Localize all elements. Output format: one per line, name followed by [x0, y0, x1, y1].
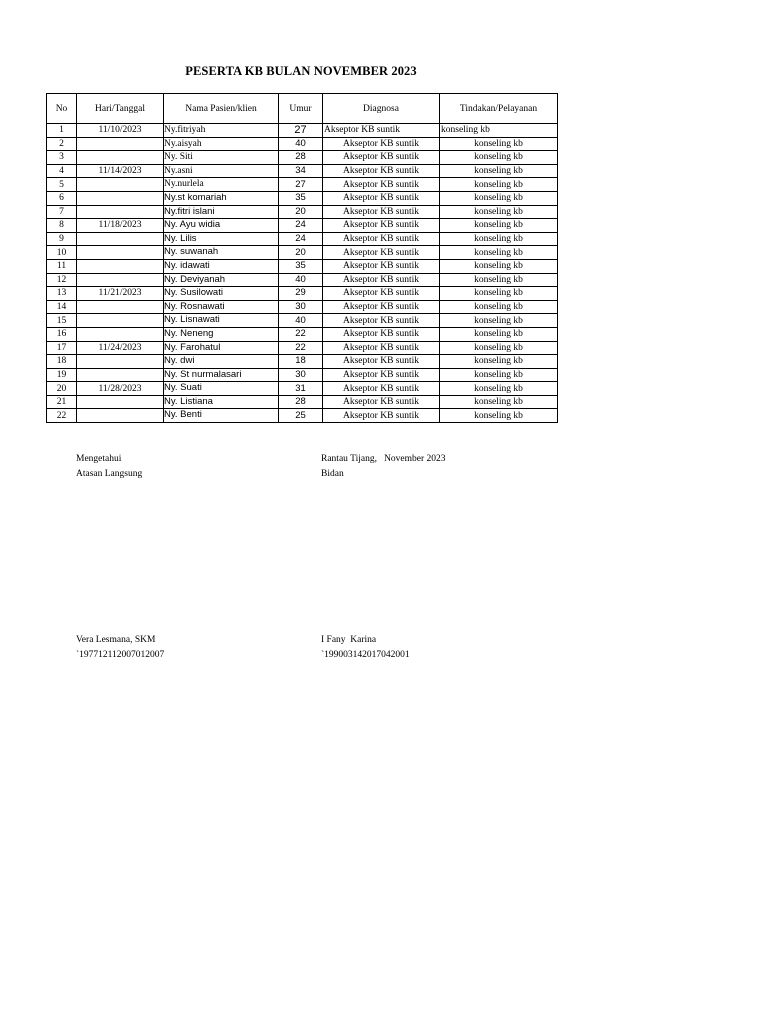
row-no: 18: [47, 355, 77, 369]
row-action: konseling kb: [440, 151, 558, 165]
row-no: 4: [47, 164, 77, 178]
row-action: konseling kb: [440, 205, 558, 219]
row-age: 24: [279, 232, 323, 246]
row-no: 2: [47, 137, 77, 151]
row-action: konseling kb: [440, 164, 558, 178]
row-date: [77, 327, 164, 341]
row-no: 1: [47, 124, 77, 138]
row-age: 20: [279, 205, 323, 219]
row-action: konseling kb: [440, 178, 558, 192]
table-row: [47, 327, 558, 341]
row-name: Ny. St nurmalasari: [164, 368, 279, 382]
row-diagnosis: Akseptor KB suntik: [323, 300, 440, 314]
row-age: 27: [279, 124, 323, 138]
table-row: [47, 124, 558, 138]
row-age: 25: [279, 409, 323, 423]
row-date: [77, 178, 164, 192]
row-name: Ny. Susilowati: [164, 287, 279, 301]
row-action: konseling kb: [440, 273, 558, 287]
table-row: [47, 355, 558, 369]
row-date: 11/14/2023: [77, 164, 164, 178]
table-row: [47, 368, 558, 382]
row-age: 30: [279, 368, 323, 382]
left-role-label: Atasan Langsung: [76, 468, 143, 479]
right-signer-name: I Fany Karina: [321, 635, 377, 645]
row-date: 11/21/2023: [77, 287, 164, 301]
row-date: [77, 273, 164, 287]
table-row: [47, 151, 558, 165]
row-name: Ny. Benti: [164, 409, 279, 423]
row-name: Ny. Ayu widia: [164, 219, 279, 233]
row-name: Ny. Farohatul: [164, 341, 279, 355]
row-age: 28: [279, 395, 323, 409]
table-row: [47, 232, 558, 246]
row-name: Ny. Rosnawati: [164, 300, 279, 314]
row-date: [77, 355, 164, 369]
row-diagnosis: Akseptor KB suntik: [323, 355, 440, 369]
table-row: [47, 395, 558, 409]
row-no: 16: [47, 327, 77, 341]
header-name: Nama Pasien/klien: [164, 94, 279, 124]
row-name: Ny.fitri islani: [164, 205, 279, 219]
row-date: [77, 300, 164, 314]
row-age: 22: [279, 341, 323, 355]
row-age: 35: [279, 259, 323, 273]
row-no: 15: [47, 314, 77, 328]
row-date: [77, 137, 164, 151]
row-date: [77, 232, 164, 246]
table-body: [47, 124, 558, 423]
row-action: konseling kb: [440, 137, 558, 151]
row-age: 34: [279, 164, 323, 178]
signature-right-header: [321, 452, 446, 481]
row-diagnosis: Akseptor KB suntik: [323, 178, 440, 192]
row-diagnosis: Akseptor KB suntik: [323, 287, 440, 301]
row-no: 3: [47, 151, 77, 165]
document-title: PESERTA KB BULAN NOVEMBER 2023: [185, 64, 417, 78]
row-diagnosis: Akseptor KB suntik: [323, 137, 440, 151]
row-no: 14: [47, 300, 77, 314]
row-no: 9: [47, 232, 77, 246]
row-age: 28: [279, 151, 323, 165]
row-date: [77, 368, 164, 382]
left-signer-name: Vera Lesmana, SKM: [76, 635, 156, 645]
row-name: Ny. Lilis: [164, 232, 279, 246]
table-row: [47, 246, 558, 260]
row-date: [77, 246, 164, 260]
row-no: 11: [47, 259, 77, 273]
table-row: [47, 273, 558, 287]
row-no: 6: [47, 191, 77, 205]
table-row: [47, 409, 558, 423]
row-age: 20: [279, 246, 323, 260]
participants-table: [46, 93, 558, 423]
row-name: Ny. idawati: [164, 259, 279, 273]
row-action: konseling kb: [440, 382, 558, 396]
row-diagnosis: Akseptor KB suntik: [323, 219, 440, 233]
row-name: Ny.st komariah: [164, 191, 279, 205]
row-date: [77, 395, 164, 409]
row-date: 11/10/2023: [77, 124, 164, 138]
table-row: [47, 219, 558, 233]
row-diagnosis: Akseptor KB suntik: [323, 191, 440, 205]
row-diagnosis: Akseptor KB suntik: [323, 409, 440, 423]
row-date: [77, 205, 164, 219]
row-no: 17: [47, 341, 77, 355]
row-diagnosis: Akseptor KB suntik: [323, 246, 440, 260]
row-action: konseling kb: [440, 259, 558, 273]
row-action: konseling kb: [440, 124, 558, 138]
table-row: [47, 191, 558, 205]
table-header-row: [47, 94, 558, 124]
signature-left-footer: [76, 633, 164, 662]
row-action: konseling kb: [440, 409, 558, 423]
row-age: 35: [279, 191, 323, 205]
table-row: [47, 178, 558, 192]
row-date: [77, 191, 164, 205]
table-row: [47, 205, 558, 219]
row-action: konseling kb: [440, 314, 558, 328]
row-action: konseling kb: [440, 219, 558, 233]
row-diagnosis: Akseptor KB suntik: [323, 314, 440, 328]
row-date: 11/28/2023: [77, 382, 164, 396]
row-diagnosis: Akseptor KB suntik: [323, 368, 440, 382]
left-signer-nip: `197712112007012007: [76, 649, 165, 660]
row-name: Ny.asni: [164, 164, 279, 178]
row-action: konseling kb: [440, 368, 558, 382]
row-age: 24: [279, 219, 323, 233]
row-age: 40: [279, 314, 323, 328]
row-diagnosis: Akseptor KB suntik: [323, 151, 440, 165]
table-row: [47, 341, 558, 355]
row-no: 5: [47, 178, 77, 192]
row-diagnosis: Akseptor KB suntik: [323, 124, 440, 138]
row-name: Ny. Suati: [164, 382, 279, 396]
row-action: konseling kb: [440, 232, 558, 246]
row-date: [77, 314, 164, 328]
signature-left-header: [76, 452, 142, 481]
row-date: 11/24/2023: [77, 341, 164, 355]
header-age: Umur: [279, 94, 323, 124]
row-action: konseling kb: [440, 327, 558, 341]
row-diagnosis: Akseptor KB suntik: [323, 395, 440, 409]
header-date: Hari/Tanggal: [77, 94, 164, 124]
table-row: [47, 259, 558, 273]
row-action: konseling kb: [440, 395, 558, 409]
row-name: Ny.fitriyah: [164, 124, 279, 138]
row-name: Ny. Neneng: [164, 327, 279, 341]
row-diagnosis: Akseptor KB suntik: [323, 273, 440, 287]
row-action: konseling kb: [440, 191, 558, 205]
row-no: 21: [47, 395, 77, 409]
row-name: Ny.nurlela: [164, 178, 279, 192]
row-no: 7: [47, 205, 77, 219]
row-age: 40: [279, 137, 323, 151]
table-row: [47, 382, 558, 396]
signature-right-footer: [321, 633, 410, 662]
row-name: Ny.aisyah: [164, 137, 279, 151]
row-diagnosis: Akseptor KB suntik: [323, 232, 440, 246]
row-age: 22: [279, 327, 323, 341]
header-action: Tindakan/Pelayanan: [440, 94, 558, 124]
row-age: 27: [279, 178, 323, 192]
row-name: Ny. dwi: [164, 355, 279, 369]
row-name: Ny. Listiana: [164, 395, 279, 409]
row-action: konseling kb: [440, 355, 558, 369]
row-date: [77, 151, 164, 165]
row-name: Ny. Deviyanah: [164, 273, 279, 287]
right-place-date: Rantau Tijang, November 2023: [321, 454, 446, 464]
row-no: 8: [47, 219, 77, 233]
header-diagnosis: Diagnosa: [323, 94, 440, 124]
row-no: 22: [47, 409, 77, 423]
row-date: [77, 409, 164, 423]
table-row: [47, 300, 558, 314]
row-age: 31: [279, 382, 323, 396]
row-diagnosis: Akseptor KB suntik: [323, 205, 440, 219]
right-signer-nip: `199003142017042001: [321, 649, 410, 660]
row-no: 12: [47, 273, 77, 287]
table-row: [47, 137, 558, 151]
row-diagnosis: Akseptor KB suntik: [323, 327, 440, 341]
row-no: 10: [47, 246, 77, 260]
row-name: Ny. suwanah: [164, 246, 279, 260]
row-no: 19: [47, 368, 77, 382]
table-row: [47, 164, 558, 178]
row-action: konseling kb: [440, 341, 558, 355]
table-row: [47, 287, 558, 301]
row-diagnosis: Akseptor KB suntik: [323, 341, 440, 355]
row-name: Ny. Siti: [164, 151, 279, 165]
row-diagnosis: Akseptor KB suntik: [323, 259, 440, 273]
row-age: 40: [279, 273, 323, 287]
header-no: No: [47, 94, 77, 124]
row-action: konseling kb: [440, 246, 558, 260]
row-no: 13: [47, 287, 77, 301]
row-action: konseling kb: [440, 287, 558, 301]
row-no: 20: [47, 382, 77, 396]
row-age: 30: [279, 300, 323, 314]
right-role-label: Bidan: [321, 468, 344, 479]
row-name: Ny. Lisnawati: [164, 314, 279, 328]
row-diagnosis: Akseptor KB suntik: [323, 164, 440, 178]
left-acknowledge-label: Mengetahui: [76, 454, 122, 464]
row-date: 11/18/2023: [77, 219, 164, 233]
row-age: 29: [279, 287, 323, 301]
row-date: [77, 259, 164, 273]
table-row: [47, 314, 558, 328]
row-age: 18: [279, 355, 323, 369]
row-action: konseling kb: [440, 300, 558, 314]
row-diagnosis: Akseptor KB suntik: [323, 382, 440, 396]
